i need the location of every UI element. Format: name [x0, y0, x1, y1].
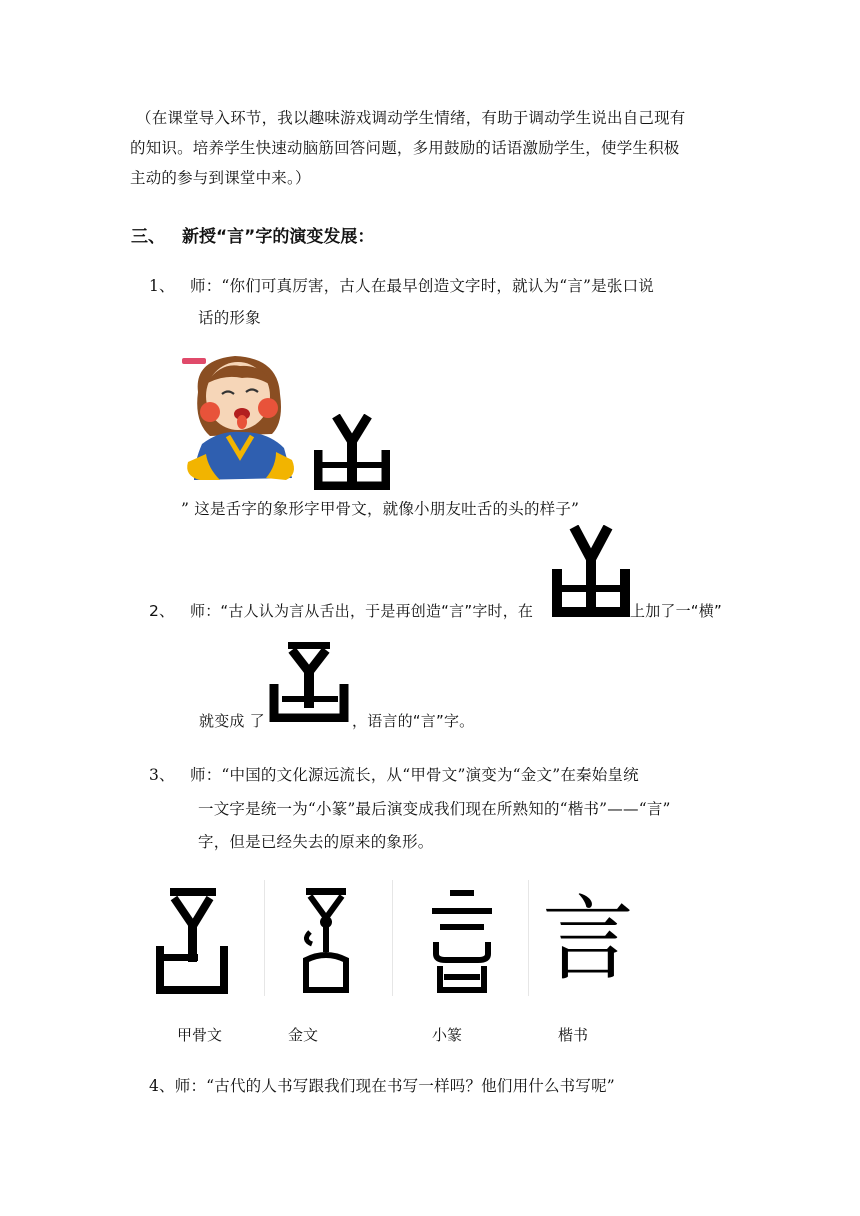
item1-line-1: 师：“你们可真厉害，古人在最早创造文字时，就认为“言”是张口说 [190, 277, 654, 295]
oracle-she-glyph [314, 414, 390, 490]
item2-text-a: 师：“古人认为言从舌出，于是再创造“言”字时，在 [190, 602, 534, 620]
oracle-yan-glyph [268, 640, 350, 722]
item3-number: 3、 [149, 766, 175, 784]
item3-line-2: 一文字是统一为“小篆”最后演变成我们现在所熟知的“楷书”——“言” [198, 800, 671, 818]
small-seal-script-glyph [426, 884, 498, 996]
divider [528, 880, 529, 996]
intro-line-2: 的知识。培养学生快速动脑筋回答问题，多用鼓励的话语激励学生，使学生积极 [130, 139, 680, 157]
item2-text-c: 就变成 了 [199, 712, 265, 730]
section-title: 新授“言”字的演变发展： [182, 227, 375, 247]
label-oracle-bone: 甲骨文 [177, 1026, 223, 1044]
intro-line-1: （在课堂导入环节，我以趣味游戏调动学生情绪，有助于调动学生说出自己现有 [136, 109, 686, 127]
item1-number: 1、 [149, 277, 175, 295]
item4-text: 4、师：“古代的人书写跟我们现在书写一样吗？他们用什么书写呢” [149, 1077, 615, 1095]
intro-line-3: 主动的参与到课堂中来。） [130, 169, 311, 187]
divider [392, 880, 393, 996]
item2-text-b: 上加了一“横” [630, 602, 722, 620]
item2-number: 2、 [149, 602, 175, 620]
oracle-bone-script-glyph [154, 884, 230, 996]
item3-line-1: 师：“中国的文化源远流长，从“甲骨文”演变为“金文”在秦始皇统 [190, 766, 639, 784]
label-small-seal: 小篆 [432, 1026, 463, 1044]
item1-line-2: 话的形象 [198, 309, 261, 327]
item2-text-d: ，语言的“言”字。 [352, 712, 475, 730]
label-bronze: 金文 [288, 1026, 319, 1044]
bronze-script-glyph [296, 884, 356, 996]
item3-line-3: 字，但是已经失去的原来的象形。 [198, 833, 434, 851]
item1-caption: ” 这是舌字的象形字甲骨文，就像小朋友吐舌的头的样子” [181, 500, 580, 518]
girl-sticking-out-tongue-icon [180, 352, 300, 488]
label-regular-script: 楷书 [558, 1026, 589, 1044]
girl-illustration [180, 352, 300, 488]
oracle-she-glyph-large [552, 525, 630, 617]
regular-script-glyph: 言 [541, 886, 634, 993]
section-number: 三、 [131, 227, 165, 247]
divider [264, 880, 265, 996]
